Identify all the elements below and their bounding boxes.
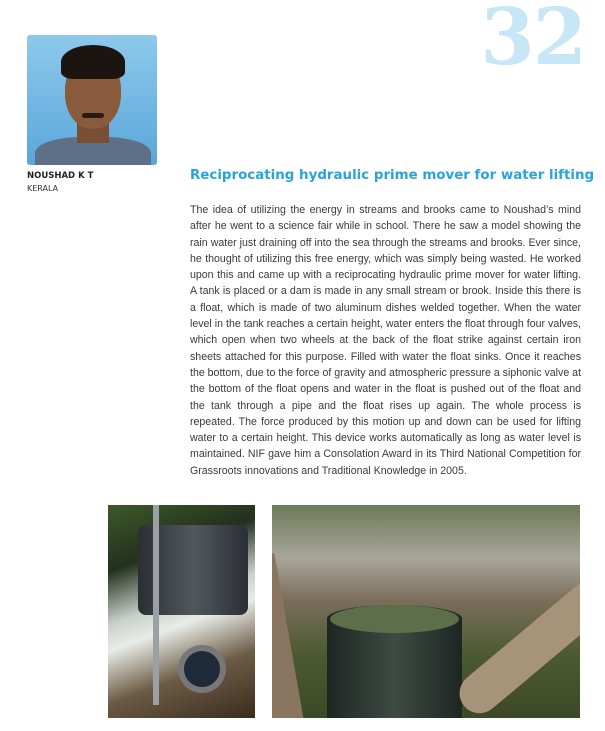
innovator-state: KERALA [27, 184, 59, 193]
device-photo-left [108, 505, 255, 718]
page-number: 32 [480, 0, 585, 83]
innovator-name: NOUSHAD K T [27, 171, 94, 181]
portrait-photo [27, 35, 157, 165]
article-body: The idea of utilizing the energy in streams and brooks came to Noushad’s mind after he went to a science fair while in school. There he saw a model showing the rain water just draining off into the sea through the streams and brooks. Ever since, he thought of utilizing this free energy, which was simply being wasted. He worked upon this and came up with a reciprocating hydraulic prime mover for water lifting. A tank is placed or a dam is made in any small stream or brook. Inside this there is a float, which is made of two aluminum dishes welded together. When the water level in the tank reaches a certain height, water enters the float through four valves, which open when two wheels at the back of the float strike against certain iron sheets attached for this purpose. Filled with water the float sinks. Once it reaches the bottom, due to the force of gravity and atmospheric pressure a siphonic valve at the bottom of the float opens and water in the float is pushed out of the float and the tank through a pipe and the float rises up again. The whole process is repeated. The force produced by this motion up and down can be used for lifting water to a certain height. This device works automatically as long as water level is maintained. NIF gave him a Consolation Award in its Third National Competition for Grassroots innovations and Traditional Knowledge in 2005. [190, 204, 582, 477]
article-title: Reciprocating hydraulic prime mover for water lifting [190, 168, 595, 183]
device-photo-right [272, 505, 580, 718]
